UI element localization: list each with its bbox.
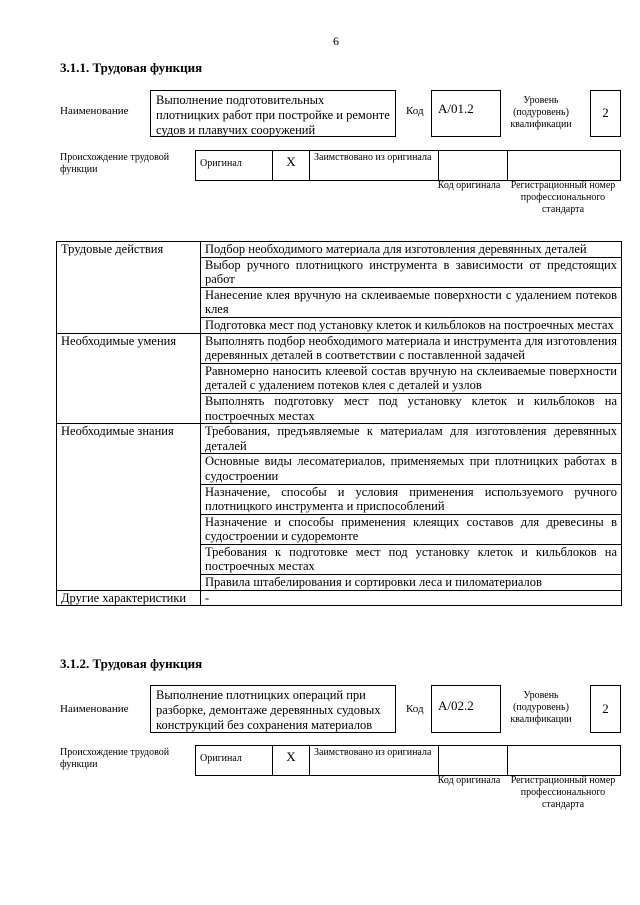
- original-mark: X: [273, 746, 310, 776]
- knowledge-label: Необходимые знания: [57, 424, 201, 591]
- action-item: Подготовка мест под установку клеток и кильблоков на построечных местах: [201, 317, 622, 333]
- function-name-box: Выполнение плотницких операций при разборке, демонтаже деревянных судовых конструкций без сохранения материалов: [150, 685, 396, 733]
- level-label: Уровень (подуровень) квалификации: [510, 95, 572, 130]
- code-original-label: Код оригинала: [437, 775, 501, 786]
- code-original-cell: [439, 746, 508, 776]
- knowledge-item: Назначение, способы и условия применения используемого ручного плотницкого инструмента и приспособлений: [201, 484, 622, 514]
- level-value-box: 2: [590, 685, 621, 733]
- reg-number-cell: [508, 151, 621, 181]
- knowledge-item: Требования, предъявляемые к материалам для изготовления деревянных деталей: [201, 424, 622, 454]
- skill-item: Равномерно наносить клеевой состав вручную на склеиваемые поверхности деталей с удалением потеков клея с деталей и узлов: [201, 363, 622, 393]
- section-heading: 3.1.2. Трудовая функция: [60, 656, 203, 671]
- origin-table: [195, 150, 621, 181]
- knowledge-item: Назначение и способы применения клеящих составов для древесины в судостроении и судоремонте: [201, 514, 622, 544]
- origin-label: Происхождение трудовой функции: [60, 152, 170, 175]
- actions-label: Трудовые действия: [57, 242, 201, 334]
- name-label: Наименование: [60, 703, 129, 715]
- code-label: Код: [406, 105, 424, 117]
- skills-label: Необходимые умения: [57, 333, 201, 424]
- action-item: Выбор ручного плотницкого инструмента в зависимости от предстоящих работ: [201, 257, 622, 287]
- other-value: -: [201, 590, 622, 606]
- code-value-box: А/01.2: [431, 90, 501, 137]
- code-label: Код: [406, 703, 424, 715]
- borrowed-label: Заимствовано из оригинала: [310, 746, 439, 776]
- original-mark: X: [273, 151, 310, 181]
- name-label: Наименование: [60, 105, 129, 117]
- reg-number-label: Регистрационный номер профессионального стандарта: [510, 180, 616, 215]
- knowledge-item: Требования к подготовке мест под установку клеток и кильблоков на построечных местах: [201, 544, 622, 574]
- original-label: Оригинал: [200, 753, 242, 764]
- code-original-label: Код оригинала: [437, 180, 501, 191]
- original-label: Оригинал: [200, 158, 242, 169]
- skill-item: Выполнять подготовку мест под установку клеток и кильблоков на построечных местах: [201, 393, 622, 423]
- borrowed-label: Заимствовано из оригинала: [310, 151, 439, 181]
- section-heading: 3.1.1. Трудовая функция: [60, 60, 203, 75]
- code-original-cell: [439, 151, 508, 181]
- skill-item: Выполнять подбор необходимого материала и инструмента для изготовления деревянных деталей в соответствии с поставленной задачей: [201, 333, 622, 363]
- other-label: Другие характеристики: [57, 590, 201, 606]
- reg-number-label: Регистрационный номер профессионального стандарта: [510, 775, 616, 810]
- origin-table: [195, 745, 621, 776]
- action-item: Подбор необходимого материала для изготовления деревянных деталей: [201, 242, 622, 258]
- origin-label: Происхождение трудовой функции: [60, 747, 170, 770]
- labor-function-table: [56, 241, 622, 606]
- code-value-box: А/02.2: [431, 685, 501, 733]
- level-label: Уровень (подуровень) квалификации: [510, 690, 572, 725]
- action-item: Нанесение клея вручную на склеиваемые поверхности с удалением потеков клея: [201, 287, 622, 317]
- knowledge-item: Основные виды лесоматериалов, применяемых при плотницких работах в судостроении: [201, 454, 622, 484]
- knowledge-item: Правила штабелирования и сортировки леса и пиломатериалов: [201, 575, 622, 591]
- level-value-box: 2: [590, 90, 621, 137]
- page-number: 6: [333, 34, 339, 48]
- reg-number-cell: [508, 746, 621, 776]
- function-name-box: Выполнение подготовительных плотницких работ при постройке и ремонте судов и плавучих сооружений: [150, 90, 396, 137]
